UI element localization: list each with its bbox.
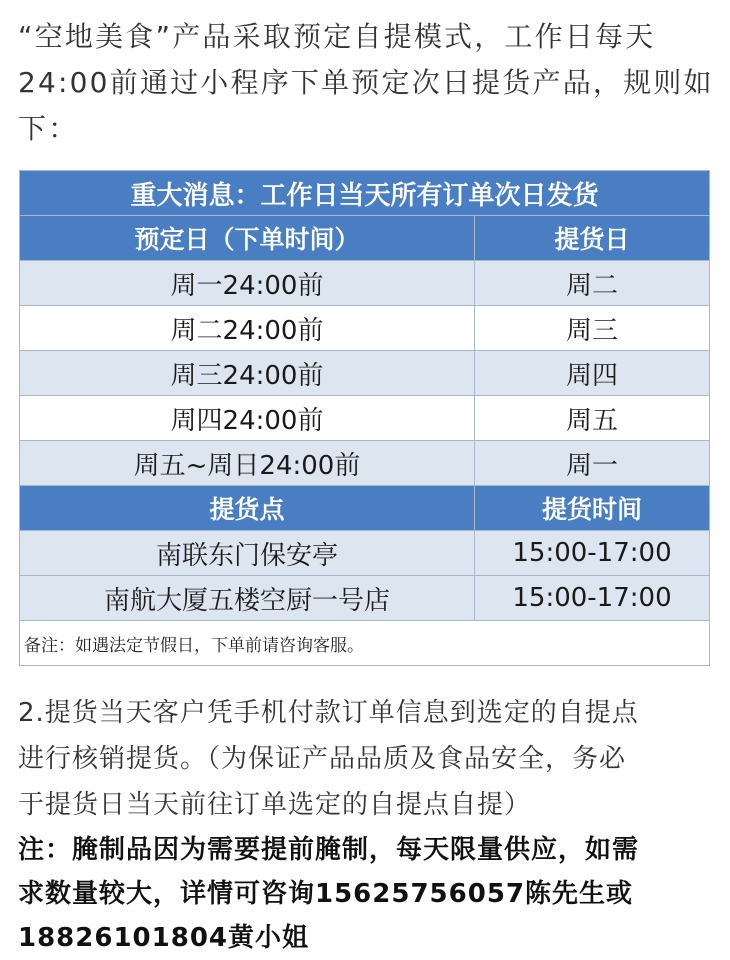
pickup-day-cell: 周四: [475, 351, 710, 396]
table-row: [20, 396, 710, 441]
pickup-day-cell: 周一: [475, 441, 710, 486]
table-row: [20, 306, 710, 351]
order-day-cell: 周四24:00前: [20, 396, 475, 441]
notice-line-1: 注：腌制品因为需要提前腌制，每天限量供应，如需: [18, 835, 640, 865]
notice-line-3: 18826101804黄小姐: [18, 923, 309, 953]
instructions-line-3: 于提货日当天前往订单选定的自提点自提）: [18, 790, 532, 820]
pickup-day-header: 提货日: [475, 216, 710, 261]
table-row: [20, 351, 710, 396]
order-day-cell: 周二24:00前: [20, 306, 475, 351]
pickup-instructions: [18, 690, 718, 828]
holiday-note: 备注：如遇法定节假日，下单前请咨询客服。: [20, 621, 710, 666]
instructions-line-2: 进行核销提货。（为保证产品品质及食品安全，务必: [18, 744, 627, 774]
order-day-cell: 周三24:00前: [20, 351, 475, 396]
pickup-time-cell: 15:00-17:00: [475, 531, 710, 576]
table-banner-row: [20, 171, 710, 216]
table-row: [20, 531, 710, 576]
pickup-time-header: 提货时间: [475, 486, 710, 531]
pickup-day-cell: 周二: [475, 261, 710, 306]
table-row: [20, 576, 710, 621]
table-banner: 重大消息：工作日当天所有订单次日发货: [20, 171, 710, 216]
contact-notice: [18, 828, 718, 960]
table-row: [20, 261, 710, 306]
instructions-line-1: 2.提货当天客户凭手机付款订单信息到选定的自提点: [18, 698, 639, 728]
intro-paragraph: [18, 14, 718, 152]
pickup-location-cell: 南航大厦五楼空厨一号店: [20, 576, 475, 621]
order-day-cell: 周一24:00前: [20, 261, 475, 306]
intro-line-2: 24:00前通过小程序下单预定次日提货产品，规则如: [18, 66, 714, 99]
intro-line-3: 下：: [18, 112, 79, 145]
pickup-day-cell: 周三: [475, 306, 710, 351]
pickup-location-cell: 南联东门保安亭: [20, 531, 475, 576]
pickup-time-cell: 15:00-17:00: [475, 576, 710, 621]
pickup-location-header: 提货点: [20, 486, 475, 531]
pickup-day-cell: 周五: [475, 396, 710, 441]
pickup-schedule-table: [19, 170, 710, 666]
location-header-row: [20, 486, 710, 531]
intro-line-1: “空地美食”产品采取预定自提模式，工作日每天: [18, 20, 656, 53]
table-note-row: [20, 621, 710, 666]
notice-line-2: 求数量较大，详情可咨询15625756057陈先生或: [18, 879, 633, 909]
order-day-header: 预定日（下单时间）: [20, 216, 475, 261]
table-row: [20, 441, 710, 486]
table-header-row: [20, 216, 710, 261]
order-day-cell: 周五~周日24:00前: [20, 441, 475, 486]
